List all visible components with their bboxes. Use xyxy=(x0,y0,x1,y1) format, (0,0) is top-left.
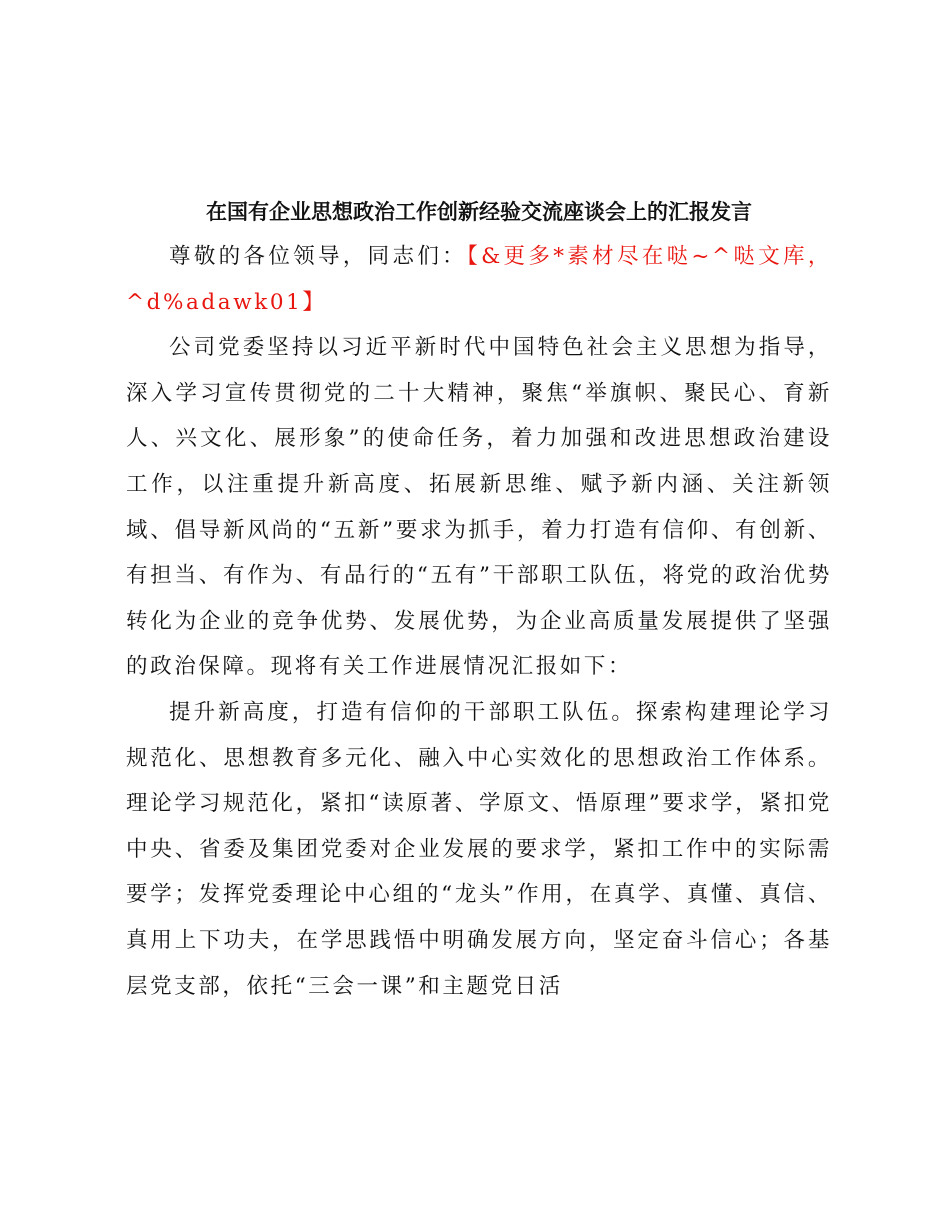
body-paragraph-2: 提升新高度，打造有信仰的干部职工队伍。探索构建理论学习规范化、思想教育多元化、融入中心实效化的思想政治工作体系。理论学习规范化，紧扣“读原著、学原文、悟原理”要求学，紧扣党中央、省委及集团党委对企业发展的要求学，紧扣工作中的实际需要学；发挥党委理论中心组的“龙头”作用，在真学、真懂、真信、真用上下功夫，在学思践悟中明确发展方向，坚定奋斗信心；各基层党支部，依托“三会一课”和主题党日活 xyxy=(126,699,832,999)
document-title: 在国有企业思想政治工作创新经验交流座谈会上的汇报发言 xyxy=(206,199,752,224)
body-paragraph-1: 公司党委坚持以习近平新时代中国特色社会主义思想为指导，深入学习宣传贯彻党的二十大精神，聚焦“举旗帜、聚民心、育新人、兴文化、展形象”的使命任务，着力加强和改进思想政治建设工作，以注重提升新高度、拓展新思维、赋予新内涵、关注新领域、倡导新风尚的“五新”要求为抓手，着力打造有信仰、有创新、有担当、有作为、有品行的“五有”干部职工队伍，将党的政治优势转化为企业的竞争优势、发展优势，为企业高质量发展提供了坚强的政治保障。现将有关工作进展情况汇报如下： xyxy=(126,335,832,680)
greeting-paragraph xyxy=(126,234,832,325)
watermark-text: 【&更多*素材尽在哒~^哒文库，^d%adawk01】 xyxy=(126,244,832,315)
greeting-text: 尊敬的各位领导，同志们： xyxy=(169,244,467,269)
document-page xyxy=(126,190,832,1009)
